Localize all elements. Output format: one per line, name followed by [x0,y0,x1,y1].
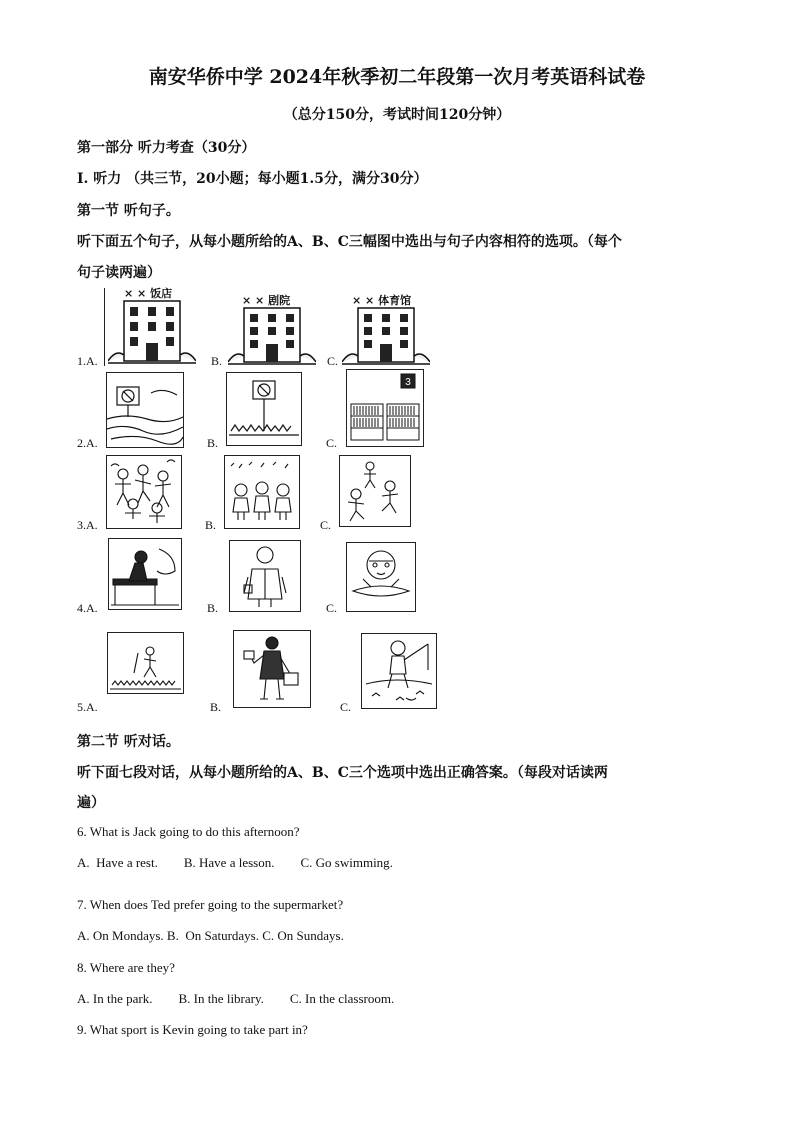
page-title: 南安华侨中学 2024年秋季初二年段第一次月考英语科试卷 [148,66,646,88]
q5a-label: 5.A. [77,700,98,714]
q2b-no-fishing-sign-picture [226,372,302,446]
sec2-title: 第二节 听对话。 [77,734,180,750]
q4c-pilot-picture [346,542,416,612]
part1-heading: 第一部分 听力考查（30分） [77,140,256,156]
sec1-title: 第一节 听句子。 [77,203,180,219]
question-8: 8. Where are they? [77,960,175,975]
q4a-pianist-picture [108,538,182,610]
q3c-label: C. [320,518,332,532]
sec2-instruction: 听下面七段对话，从每小题所给的A、B、C三个选项中选出正确答案。（每段对话读两 [77,765,608,781]
q1a-sign: × × 饭店 [124,287,173,300]
q1a-label: 1.A. [77,354,98,368]
q5b-label: B. [210,700,222,714]
q4a-label: 4.A. [77,601,98,615]
question-6: 6. What is Jack going to do this afternoon? [77,824,300,839]
q3b-kids-singing-picture [224,455,300,529]
q5c-fishing-boy-picture [361,633,437,709]
sec1-instruction: 听下面五个句子，从每小题所给的A、B、C三幅图中选出与句子内容相符的选项。（每个 [77,234,622,250]
q1b-sign: × × 剧院 [242,294,291,307]
q1b-theater-building [228,292,316,368]
q2c-library-shelves-picture [346,369,424,447]
sec1-instruction-cont: 句子读两遍） [77,265,161,281]
q4b-label: B. [207,601,219,615]
question-8-options: A. In the park. B. In the library. C. In the classroom. [77,991,395,1006]
q2c-label: C. [326,436,338,450]
q1b-label: B. [211,354,223,368]
q1a-restaurant-building [108,285,196,367]
exam-info: （总分150分，考试时间120分钟） [283,107,511,123]
sec2-instruction-cont: 遍） [77,795,105,811]
question-7: 7. When does Ted prefer going to the supermarket? [77,897,344,912]
question-7-options: A. On Mondays. B. On Saturdays. C. On Sundays. [77,928,344,943]
q1-frame-line [104,288,105,366]
question-9: 9. What sport is Kevin going to take part in? [77,1022,308,1037]
q1c-stadium-building [342,292,430,368]
q3a-label: 3.A. [77,518,98,532]
q3a-group-playing-picture [106,455,182,529]
q3b-label: B. [205,518,217,532]
q2a-no-swimming-river-picture [106,372,184,448]
q1c-sign: × × 体育馆 [352,294,412,307]
q4c-label: C. [326,601,338,615]
q5b-postman-picture [233,630,311,708]
q3c-kids-running-picture [339,455,411,527]
q2b-label: B. [207,436,219,450]
q4b-doctor-picture [229,540,301,612]
q1c-label: C. [327,354,339,368]
q5a-farmer-picture [107,632,184,694]
q2a-label: 2.A. [77,436,98,450]
q5c-label: C. [340,700,352,714]
question-6-options: A. Have a rest. B. Have a lesson. C. Go swimming. [77,855,393,870]
svg-text:3: 3 [405,377,411,388]
section-heading: I. 听力 （共三节，20小题；每小题1.5分，满分30分） [77,171,428,187]
